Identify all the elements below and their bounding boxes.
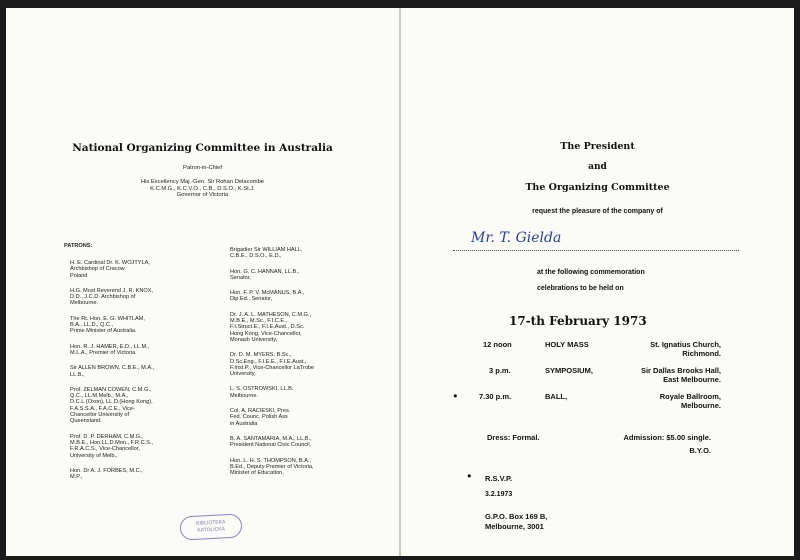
event-name: SYMPOSIUM, [545,366,593,375]
left-page [6,8,399,556]
patron-entry [230,269,380,282]
patrons-column-left [70,260,210,480]
stamp-line: BIBLIOTEKA [196,519,226,527]
patron-label: Patron-in-Chief [183,165,222,171]
venue-line: Richmond. [682,349,721,358]
patron-text: F.A.S.S.A., F.A.C.E., Vice- [70,405,135,412]
event-date: 17-th February 1973 [509,314,647,328]
address-line-2: Melbourne, 3001 [485,522,544,531]
president-line: The President [560,141,635,152]
patron-text: Hon. G. C. HANNAN, LL.B., [230,268,300,275]
patron-text: B. A. SANTAMARIA, M.A., LL.B., [230,435,312,442]
patron-entry [70,468,210,481]
patron-entry [70,316,210,335]
patron-text: L. S. OSTROWSKI, LL.B. [230,386,294,393]
patron-text: Archbishop of Cracow [70,266,125,273]
patron-text: Hong Kong, Vice-Chancellor, [230,330,302,337]
patron-line: His Excellency Maj.-Gen. Sir Rohan Delacombe [140,179,265,185]
patron-text: Minister of Education, [230,470,284,477]
library-stamp [179,513,242,540]
patron-text: Chancellor University of [70,412,130,419]
patron-entry [70,288,210,307]
patron-entry [230,352,380,377]
venue-line: East Melbourne. [663,375,721,384]
patron-text: in Australia [230,420,258,427]
request-text: request the pleasure of the company of [532,208,663,215]
patron-text: M.P., [70,474,83,481]
patron-text: Monash University, [230,336,278,343]
patron-text: M.B.E., Hon.LL.D.Mon., F.R.C.S., [70,439,153,446]
patron-text: F.I.Struct.E., F.I.E.Aust., D.Sc. [230,324,305,331]
event-name: HOLY MASS [545,340,589,349]
commemoration-line-1: at the following commemoration [537,269,645,276]
venue-line: Royale Ballroom, [659,392,721,401]
event-time: 7.30 p.m. [479,392,512,401]
patron-text: Queensland. [70,418,102,425]
patron-entry [230,290,380,303]
patron-text: B.A., LL.D., Q.C., [70,322,114,329]
right-page [401,8,794,556]
event-venue [611,392,721,410]
patron-entry [230,386,380,399]
patron-entry [230,312,380,343]
patron-entry [70,344,210,357]
event-venue [611,340,721,358]
patron-text: Col. A. RACIESKI, Pres. [230,408,291,415]
patron-text: C.B.E., D.S.O., E.D., [230,253,282,260]
patron-text: Poland [70,272,88,279]
patron-text: M.B.E., M.Sc., F.I.C.E., [230,318,288,325]
patron-text: Sir ALLEN BROWN, C.B.E., M.A., [70,365,155,372]
patron-line: K.C.M.G., K.C.V.O., C.B., D.S.O., K.St.J. [150,185,255,192]
event-name: BALL, [545,392,568,401]
patron-text: President National Civic Council, [230,442,312,449]
patron-line: Governor of Victoria [176,192,229,199]
patron-text: Fed. Counc. Polish Ass [230,414,288,421]
committee-title: National Organizing Committee in Australia [72,142,333,154]
patron-entry [230,436,380,449]
patron-text: H.G. Most Reverend J. R. KNOX, [70,287,153,294]
patron-text: Dr. J. A. L. MATHESON, C.M.G., [230,311,312,318]
stamp-line: KATOLICKA [197,526,226,534]
rsvp-date: 3.2.1973 [485,491,513,498]
patron-text: University, [230,371,256,378]
admission: Admission: $5.00 single. [623,433,711,442]
venue-line: Melbourne. [680,401,721,410]
bullet-icon: ● [453,391,458,400]
patron-entry [230,408,380,427]
patron-details [6,179,399,199]
patron-text: Dr. D. M. MYERS, B.Sc., [230,352,292,359]
event-venue [611,366,721,384]
address-line-1: G.P.O. Box 169 B, [485,512,548,521]
patron-text: Hon. R. J. HAMER, E.D., LL.M., [70,343,150,350]
patron-text: Prime Minister of Australia. [70,328,137,335]
name-line [453,250,739,251]
patron-text: Hon. L. H. S. THOMPSON, B.A., [230,457,312,464]
patrons-column-right [230,247,380,476]
patron-entry [70,387,210,425]
patron-text: Hon. F. P. V. McMANUS, B.A., [230,290,305,297]
patrons-heading: PATRONS: [64,243,93,249]
patron-text: M.L.A., Premier of Victoria. [70,349,137,356]
commemoration-line-2: celebrations to be held on [537,285,624,292]
bullet-icon: ● [467,471,472,480]
patron-text: F.R.A.C.S., Vice-Chancellor, [70,446,140,453]
patron-entry [230,458,380,477]
schedule [453,340,721,410]
patron-text: H. E. Cardinal Dr. K. WOJTYLA, [70,260,150,266]
patron-text: Melbourne. [70,300,98,307]
event-time: 12 noon [483,340,512,349]
patron-entry [70,260,210,279]
patron-text: D.Sc.Eng., F.I.E.E., F.I.E.Aust., [230,358,307,365]
event-time: 3 p.m. [489,366,511,375]
venue-line: St. Ignatius Church, [650,340,721,349]
patron-text: The Rt. Hon. E. G. WHITLAM, [70,315,145,322]
patron-text: Senator, [230,274,251,281]
patron-entry [70,365,210,378]
rsvp: R.S.V.P. [485,474,513,483]
patron-text: D.C.L.(Oxon), LL.D.(Hong Kong), [70,399,153,406]
patron-text: LL.B., [70,371,85,378]
patron-text: University of Melb., [70,452,118,459]
patron-text: Brigadier Sir WILLIAM HALL, [230,247,303,253]
patron-text: Dip.Ed., Senator, [230,296,273,303]
patron-text: Melbourne. [230,392,258,399]
patron-text: F.Inst.P., Vice-Chancellor LaTrobe [230,364,315,371]
patron-text: Q.C., LL.M.Melb., M.A., [70,393,129,400]
patron-entry [70,434,210,459]
dress-code: Dress: Formal. [487,433,540,442]
patron-text: D.D., J.C.D. Archbishop of [70,294,136,301]
committee-line: The Organizing Committee [525,182,670,193]
patron-entry [230,247,380,260]
patron-text: Hon. Dr A. J. FORBES, M.C., [70,467,143,474]
patron-text: Prof. ZELMAN COWEN, C.M.G., [70,386,152,393]
venue-line: Sir Dallas Brooks Hall, [640,366,721,375]
patron-text: B.Ed., Deputy Premier of Victoria, [230,463,314,470]
byo: B.Y.O. [689,446,711,455]
and-line: and [588,162,607,172]
guest-name: Mr. T. Gielda [471,230,562,246]
patron-text: Prof. D. P. DERHAM, C.M.G., [70,433,144,440]
